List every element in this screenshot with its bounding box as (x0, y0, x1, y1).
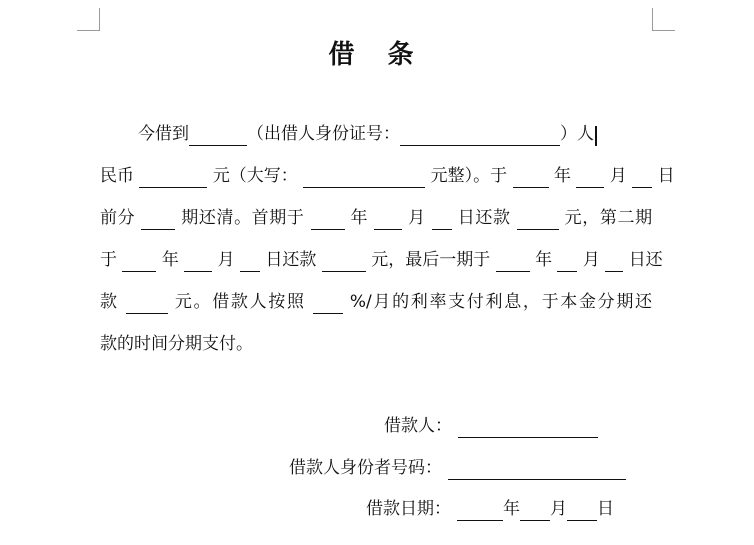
date-month-blank[interactable] (520, 501, 550, 521)
paragraph-line-4[interactable] (100, 248, 663, 272)
text-segment: 日 (657, 166, 675, 186)
last-amount-blank[interactable] (126, 294, 168, 314)
page-corner-mark-left (77, 8, 100, 31)
borrower-label: 借款人： (384, 416, 452, 436)
paragraph-line-5[interactable] (100, 290, 652, 314)
paragraph-line-2[interactable] (100, 164, 675, 188)
text-segment: 款 (100, 292, 119, 312)
date-year-blank[interactable] (457, 501, 503, 521)
borrower-id-line[interactable] (289, 456, 626, 480)
text-segment: 年 (161, 250, 179, 270)
text-segment: 于 (100, 250, 117, 270)
year-blank[interactable] (496, 252, 530, 272)
day-blank[interactable] (605, 252, 623, 272)
borrow-date-label: 借款日期： (366, 499, 451, 519)
borrow-date-line[interactable] (366, 497, 614, 521)
paragraph-line-3[interactable] (100, 206, 652, 230)
day-blank[interactable] (240, 252, 260, 272)
month-blank[interactable] (576, 168, 604, 188)
text-segment: 元（大写： (212, 166, 298, 186)
text-segment: 年 (535, 250, 553, 270)
text-segment: ）人 (560, 124, 594, 144)
text-segment: 日还款 (265, 250, 317, 270)
borrower-id-label: 借款人身份者号码： (289, 458, 442, 478)
text-segment: 款的时间分期支付。 (100, 334, 253, 354)
borrower-id-blank[interactable] (448, 460, 626, 480)
month-label: 月 (550, 499, 567, 519)
text-segment: 民币 (100, 166, 134, 186)
borrower-name-blank[interactable] (458, 418, 598, 438)
text-segment: 年 (350, 208, 369, 228)
year-label: 年 (503, 499, 520, 519)
paragraph-line-6[interactable] (100, 332, 652, 356)
month-blank[interactable] (557, 252, 577, 272)
text-segment: 日还款 (457, 208, 511, 228)
first-amount-blank[interactable] (517, 210, 559, 230)
year-blank[interactable] (311, 210, 345, 230)
text-segment: 月 (609, 166, 627, 186)
second-amount-blank[interactable] (322, 252, 366, 272)
text-segment: 月 (217, 250, 235, 270)
month-blank[interactable] (374, 210, 402, 230)
borrower-line[interactable] (384, 414, 598, 438)
amount-blank[interactable] (139, 168, 207, 188)
paragraph-line-1[interactable] (100, 122, 652, 146)
text-segment: 月 (408, 208, 426, 228)
page-corner-mark-right (652, 8, 675, 31)
text-segment: 元整）。于 (430, 166, 508, 186)
date-day-blank[interactable] (567, 501, 597, 521)
day-label: 日 (597, 499, 614, 519)
day-blank[interactable] (632, 168, 652, 188)
text-segment: 年 (553, 166, 571, 186)
text-segment: 日还 (628, 250, 663, 270)
interest-rate-blank[interactable] (313, 294, 343, 314)
text-segment: （出借人身份证号： (247, 124, 400, 144)
amount-words-blank[interactable] (303, 168, 425, 188)
day-blank[interactable] (432, 210, 452, 230)
text-segment: 前分 (100, 208, 136, 228)
text-segment: 元，最后一期于 (371, 250, 491, 270)
document-title: 借 条 (328, 40, 426, 70)
text-segment: 今借到 (138, 124, 189, 144)
year-blank[interactable] (122, 252, 156, 272)
text-segment: 月 (582, 250, 600, 270)
text-segment: 元，第二期 (564, 208, 653, 228)
lender-name-blank[interactable] (189, 126, 247, 146)
installments-blank[interactable] (141, 210, 175, 230)
lender-id-blank[interactable] (400, 126, 560, 146)
text-segment: 期还清。首期于 (181, 208, 305, 228)
year-blank[interactable] (513, 168, 549, 188)
month-blank[interactable] (184, 252, 212, 272)
text-cursor (595, 126, 597, 146)
text-segment: 元。借款人按照 (174, 292, 306, 312)
text-segment: %/月的利率支付利息，于本金分期还 (349, 292, 653, 312)
